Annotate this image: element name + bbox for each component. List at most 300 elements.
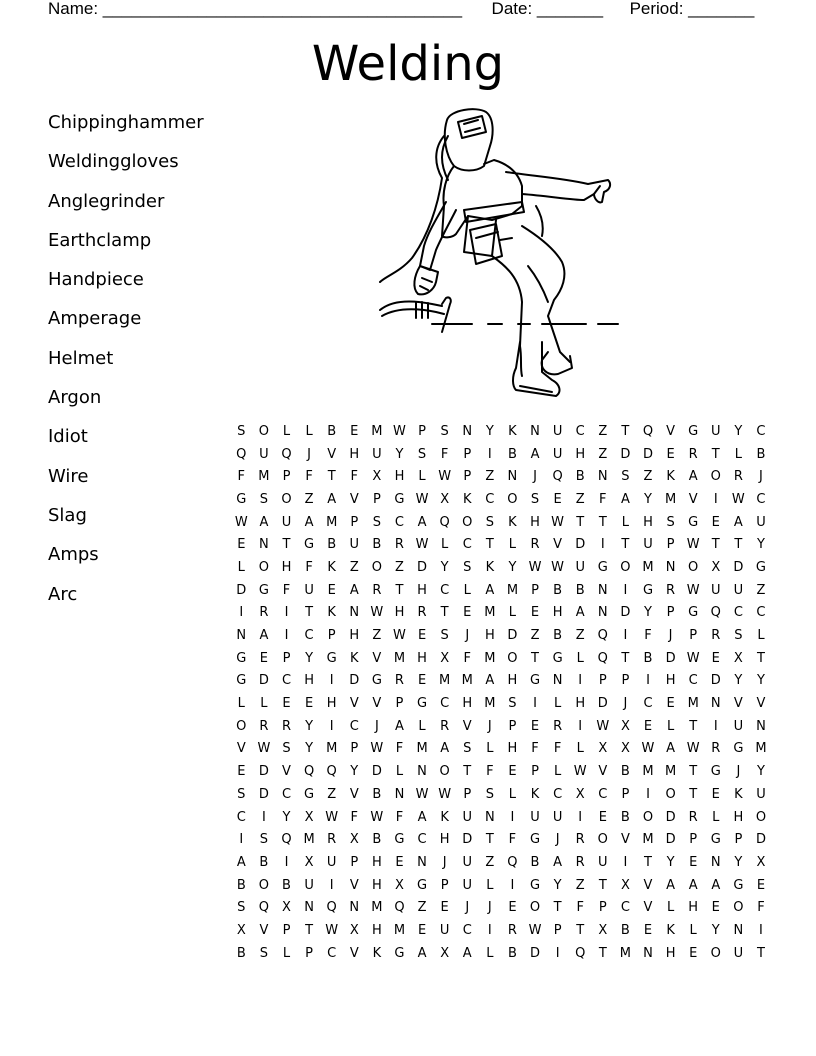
grid-letter: S bbox=[259, 832, 269, 848]
grid-letter: K bbox=[508, 514, 517, 530]
grid-letter: M bbox=[439, 673, 451, 689]
grid-letter: Y bbox=[644, 491, 652, 507]
grid-letter: V bbox=[372, 650, 382, 666]
grid-letter: S bbox=[237, 786, 246, 802]
grid-letter: H bbox=[665, 945, 676, 961]
grid-letter: F bbox=[350, 469, 358, 485]
grid-letter: T bbox=[621, 423, 630, 439]
grid-letter: V bbox=[349, 945, 359, 961]
grid-letter: C bbox=[462, 922, 472, 938]
grid-letter: C bbox=[688, 673, 698, 689]
grid-letter: P bbox=[350, 514, 359, 530]
grid-letter: W bbox=[641, 741, 655, 757]
grid-letter: V bbox=[349, 696, 359, 712]
grid-letter: Q bbox=[552, 469, 563, 485]
grid-letter: B bbox=[236, 945, 246, 961]
grid-letter: O bbox=[710, 945, 721, 961]
grid-letter: I bbox=[646, 786, 650, 802]
grid-letter: M bbox=[642, 559, 654, 575]
grid-letter: W bbox=[686, 650, 700, 666]
grid-letter: B bbox=[507, 945, 517, 961]
grid-letter: S bbox=[259, 491, 269, 507]
grid-letter: R bbox=[666, 582, 676, 598]
grid-letter: M bbox=[755, 741, 767, 757]
grid-letter: E bbox=[643, 922, 653, 938]
grid-letter: O bbox=[733, 900, 744, 916]
grid-letter: M bbox=[416, 741, 428, 757]
grid-letter: F bbox=[237, 469, 246, 485]
grid-letter: U bbox=[756, 786, 766, 802]
grid-letter: X bbox=[620, 718, 630, 734]
grid-letter: L bbox=[418, 469, 426, 485]
grid-letter: I bbox=[284, 605, 289, 621]
grid-letter: K bbox=[372, 945, 382, 961]
grid-letter: V bbox=[733, 696, 743, 712]
grid-letter: R bbox=[440, 718, 450, 734]
grid-letter: P bbox=[463, 446, 472, 462]
grid-letter: N bbox=[597, 582, 608, 598]
grid-letter: U bbox=[462, 877, 472, 893]
grid-letter: G bbox=[394, 832, 405, 848]
grid-letter: K bbox=[485, 559, 495, 575]
grid-letter: O bbox=[597, 832, 608, 848]
grid-letter: R bbox=[688, 446, 698, 462]
grid-letter: T bbox=[598, 945, 607, 961]
grid-letter: A bbox=[304, 514, 314, 530]
grid-letter: C bbox=[620, 900, 630, 916]
grid-letter: A bbox=[620, 491, 630, 507]
grid-letter: L bbox=[260, 696, 268, 712]
grid-letter: H bbox=[326, 696, 337, 712]
grid-letter: F bbox=[553, 741, 562, 757]
grid-letter: N bbox=[462, 423, 473, 439]
grid-letter: V bbox=[236, 741, 246, 757]
grid-letter: F bbox=[531, 741, 539, 757]
grid-letter: R bbox=[394, 673, 404, 689]
grid-letter: O bbox=[755, 809, 767, 825]
grid-letter: D bbox=[258, 764, 269, 780]
grid-letter: G bbox=[710, 764, 721, 780]
grid-letter: I bbox=[578, 673, 583, 689]
grid-letter: W bbox=[438, 786, 452, 802]
grid-letter: L bbox=[395, 764, 404, 780]
grid-letter: E bbox=[417, 922, 427, 938]
grid-letter: E bbox=[508, 764, 517, 780]
grid-letter: S bbox=[259, 945, 269, 961]
grid-letter: I bbox=[578, 809, 583, 825]
grid-letter: S bbox=[440, 628, 449, 644]
period-field[interactable]: Period: _______ bbox=[629, 0, 755, 18]
grid-letter: W bbox=[551, 559, 565, 575]
grid-letter: B bbox=[756, 446, 766, 462]
grid-letter: G bbox=[529, 877, 541, 893]
grid-letter: C bbox=[440, 696, 450, 712]
grid-letter: F bbox=[463, 650, 471, 666]
grid-letter: U bbox=[349, 537, 360, 553]
student-info-header bbox=[48, 0, 754, 18]
grid-letter: H bbox=[371, 922, 382, 938]
grid-letter: Q bbox=[258, 900, 269, 916]
name-field[interactable]: Name: ______________________________________ bbox=[48, 0, 463, 18]
grid-letter: S bbox=[485, 514, 494, 530]
grid-letter: E bbox=[711, 514, 720, 530]
grid-letter: L bbox=[508, 605, 517, 621]
grid-letter: C bbox=[281, 673, 292, 689]
grid-letter: I bbox=[578, 718, 583, 734]
grid-letter: I bbox=[713, 491, 718, 507]
grid-letter: Y bbox=[644, 605, 652, 621]
grid-letter: S bbox=[463, 559, 472, 575]
grid-letter: Y bbox=[440, 559, 449, 575]
grid-letter: L bbox=[666, 718, 675, 734]
grid-letter: I bbox=[329, 673, 334, 689]
grid-letter: G bbox=[236, 673, 247, 689]
grid-letter: W bbox=[325, 809, 339, 825]
grid-letter: R bbox=[530, 537, 540, 553]
grid-letter: N bbox=[756, 718, 766, 734]
grid-letter: A bbox=[733, 514, 743, 530]
grid-letter: V bbox=[620, 832, 630, 848]
grid-letter: L bbox=[553, 764, 562, 780]
grid-letter: A bbox=[462, 945, 472, 961]
grid-letter: H bbox=[552, 605, 563, 621]
grid-letter: H bbox=[439, 832, 450, 848]
grid-letter: Y bbox=[734, 673, 743, 689]
grid-letter: F bbox=[440, 446, 449, 462]
grid-letter: Z bbox=[395, 559, 404, 575]
grid-letter: T bbox=[531, 650, 539, 666]
grid-letter: X bbox=[349, 832, 359, 848]
grid-letter: Y bbox=[485, 423, 494, 439]
grid-letter: A bbox=[553, 854, 563, 870]
grid-letter: J bbox=[487, 718, 492, 734]
grid-letter: C bbox=[440, 582, 450, 598]
grid-letter: T bbox=[756, 650, 765, 666]
grid-letter: B bbox=[530, 854, 540, 870]
grid-letter: L bbox=[282, 945, 291, 961]
grid-letter: K bbox=[327, 605, 336, 621]
word-list bbox=[48, 111, 204, 622]
grid-letter: N bbox=[417, 854, 427, 870]
grid-letter: G bbox=[236, 650, 247, 666]
grid-letter: W bbox=[438, 469, 452, 485]
grid-letter: O bbox=[371, 559, 382, 575]
grid-letter: M bbox=[258, 469, 270, 485]
grid-letter: K bbox=[462, 491, 472, 507]
grid-letter: M bbox=[371, 423, 383, 439]
grid-letter: I bbox=[555, 945, 560, 961]
grid-letter: E bbox=[643, 718, 653, 734]
grid-letter: D bbox=[597, 696, 608, 712]
grid-letter: N bbox=[552, 673, 563, 689]
grid-letter: V bbox=[666, 423, 676, 439]
grid-letter: T bbox=[756, 945, 765, 961]
word-list-item: Handpiece bbox=[48, 269, 144, 291]
word-list-item: Argon bbox=[48, 387, 102, 409]
grid-letter: A bbox=[711, 877, 721, 893]
grid-letter: M bbox=[642, 764, 654, 780]
grid-letter: C bbox=[575, 423, 585, 439]
grid-letter: X bbox=[620, 877, 630, 893]
grid-letter: P bbox=[666, 537, 675, 553]
grid-letter: E bbox=[530, 605, 540, 621]
grid-letter: I bbox=[261, 809, 266, 825]
grid-letter: E bbox=[395, 854, 404, 870]
grid-letter: O bbox=[688, 559, 699, 575]
grid-letter: S bbox=[440, 423, 449, 439]
grid-letter: U bbox=[259, 446, 269, 462]
grid-letter: Z bbox=[485, 854, 495, 870]
grid-letter: L bbox=[712, 809, 720, 825]
grid-letter: J bbox=[465, 628, 470, 644]
grid-letter: R bbox=[281, 718, 291, 734]
grid-letter: G bbox=[394, 491, 405, 507]
grid-letter: N bbox=[349, 900, 360, 916]
grid-row bbox=[230, 602, 772, 625]
grid-letter: R bbox=[327, 832, 337, 848]
grid-letter: E bbox=[417, 628, 427, 644]
grid-letter: V bbox=[688, 491, 698, 507]
grid-letter: F bbox=[644, 628, 652, 644]
grid-letter: K bbox=[508, 423, 517, 439]
grid-letter: P bbox=[621, 786, 630, 802]
grid-letter: G bbox=[304, 786, 315, 802]
grid-letter: D bbox=[462, 832, 473, 848]
grid-letter: Z bbox=[304, 491, 314, 507]
grid-letter: C bbox=[598, 786, 608, 802]
grid-letter: F bbox=[305, 469, 313, 485]
grid-letter: G bbox=[371, 673, 382, 689]
grid-letter: G bbox=[733, 877, 744, 893]
grid-letter: O bbox=[258, 423, 269, 439]
grid-row bbox=[230, 533, 772, 556]
grid-letter: Z bbox=[417, 900, 427, 916]
grid-letter: X bbox=[236, 922, 246, 938]
grid-letter: G bbox=[710, 832, 721, 848]
grid-letter: U bbox=[462, 854, 472, 870]
grid-row bbox=[230, 465, 772, 488]
grid-letter: C bbox=[643, 696, 653, 712]
grid-letter: Y bbox=[395, 446, 404, 462]
grid-letter: A bbox=[259, 628, 269, 644]
grid-letter: Y bbox=[508, 559, 517, 575]
grid-letter: R bbox=[575, 854, 585, 870]
grid-letter: D bbox=[665, 809, 676, 825]
grid-letter: L bbox=[734, 446, 742, 462]
grid-letter: T bbox=[485, 537, 494, 553]
grid-letter: N bbox=[665, 559, 676, 575]
grid-letter: V bbox=[372, 696, 382, 712]
grid-letter: Q bbox=[710, 605, 721, 621]
grid-letter: T bbox=[621, 650, 630, 666]
grid-row bbox=[230, 760, 772, 783]
grid-letter: T bbox=[644, 854, 652, 870]
grid-letter: W bbox=[393, 628, 406, 644]
grid-letter: M bbox=[326, 741, 338, 757]
grid-letter: C bbox=[327, 945, 337, 961]
grid-letter: R bbox=[259, 718, 269, 734]
grid-letter: Y bbox=[756, 673, 765, 689]
word-search-grid bbox=[230, 420, 772, 965]
grid-letter: W bbox=[370, 605, 384, 621]
grid-letter: A bbox=[440, 741, 450, 757]
grid-letter: X bbox=[620, 741, 630, 757]
grid-letter: J bbox=[442, 854, 447, 870]
grid-letter: O bbox=[507, 650, 518, 666]
grid-letter: M bbox=[506, 582, 519, 598]
grid-letter: P bbox=[508, 718, 517, 734]
word-list-item: Wire bbox=[48, 465, 89, 487]
grid-letter: H bbox=[733, 809, 744, 825]
grid-letter: H bbox=[371, 877, 382, 893]
grid-letter: Y bbox=[734, 423, 743, 439]
grid-letter: U bbox=[711, 423, 721, 439]
date-field[interactable]: Date: _______ bbox=[491, 0, 604, 18]
grid-letter: D bbox=[371, 764, 382, 780]
grid-letter: I bbox=[284, 628, 289, 644]
grid-letter: H bbox=[484, 628, 495, 644]
grid-letter: V bbox=[259, 922, 269, 938]
grid-letter: V bbox=[643, 877, 653, 893]
grid-letter: M bbox=[484, 650, 496, 666]
grid-letter: E bbox=[756, 877, 766, 893]
grid-letter: W bbox=[573, 764, 587, 780]
grid-letter: I bbox=[510, 877, 515, 893]
grid-letter: E bbox=[417, 673, 427, 689]
grid-letter: D bbox=[755, 832, 766, 848]
grid-letter: A bbox=[688, 877, 698, 893]
grid-letter: D bbox=[507, 628, 518, 644]
grid-letter: P bbox=[531, 764, 539, 780]
grid-letter: P bbox=[350, 741, 359, 757]
grid-letter: C bbox=[553, 786, 563, 802]
grid-letter: G bbox=[597, 559, 608, 575]
grid-letter: A bbox=[575, 605, 585, 621]
grid-letter: V bbox=[643, 900, 653, 916]
grid-letter: D bbox=[349, 673, 360, 689]
grid-letter: U bbox=[439, 922, 450, 938]
grid-letter: V bbox=[327, 446, 337, 462]
grid-letter: R bbox=[507, 922, 517, 938]
grid-letter: U bbox=[281, 514, 292, 530]
grid-letter: Z bbox=[485, 469, 495, 485]
grid-letter: O bbox=[710, 469, 721, 485]
grid-letter: W bbox=[325, 922, 339, 938]
grid-letter: S bbox=[485, 786, 494, 802]
grid-letter: D bbox=[665, 650, 676, 666]
grid-letter: G bbox=[417, 877, 428, 893]
grid-letter: J bbox=[465, 900, 470, 916]
grid-letter: O bbox=[620, 559, 631, 575]
grid-letter: I bbox=[239, 605, 244, 621]
grid-letter: P bbox=[395, 696, 404, 712]
grid-letter: L bbox=[441, 537, 449, 553]
grid-letter: H bbox=[643, 514, 653, 530]
grid-letter: Z bbox=[598, 446, 608, 462]
grid-letter: U bbox=[756, 514, 766, 530]
grid-letter: T bbox=[576, 514, 585, 530]
grid-letter: M bbox=[642, 832, 654, 848]
grid-letter: C bbox=[394, 514, 404, 530]
grid-letter: D bbox=[620, 446, 631, 462]
word-list-item: Chippinghammer bbox=[48, 112, 204, 133]
grid-letter: L bbox=[553, 696, 562, 712]
grid-letter: E bbox=[440, 900, 449, 916]
grid-row bbox=[230, 420, 772, 443]
grid-letter: A bbox=[259, 514, 269, 530]
grid-letter: W bbox=[234, 514, 248, 530]
grid-letter: G bbox=[394, 945, 405, 961]
grid-letter: Y bbox=[756, 537, 765, 553]
grid-letter: T bbox=[711, 537, 720, 553]
grid-letter: D bbox=[258, 786, 269, 802]
grid-letter: F bbox=[576, 900, 584, 916]
grid-letter: D bbox=[665, 832, 676, 848]
grid-letter: S bbox=[666, 514, 675, 530]
grid-letter: E bbox=[259, 650, 268, 666]
grid-letter: A bbox=[688, 469, 698, 485]
grid-letter: R bbox=[711, 741, 721, 757]
grid-letter: K bbox=[734, 786, 743, 802]
grid-letter: R bbox=[733, 469, 743, 485]
grid-letter: O bbox=[281, 491, 292, 507]
grid-letter: U bbox=[598, 854, 608, 870]
grid-letter: L bbox=[621, 514, 630, 530]
grid-letter: C bbox=[349, 718, 359, 734]
grid-row bbox=[230, 556, 772, 579]
grid-letter: H bbox=[530, 514, 540, 530]
grid-letter: T bbox=[282, 537, 291, 553]
grid-letter: T bbox=[598, 514, 607, 530]
grid-letter: I bbox=[759, 922, 763, 938]
grid-letter: C bbox=[304, 628, 314, 644]
grid-letter: J bbox=[487, 900, 492, 916]
grid-letter: I bbox=[600, 537, 605, 553]
grid-letter: F bbox=[305, 559, 313, 575]
grid-letter: X bbox=[304, 854, 314, 870]
grid-letter: H bbox=[304, 673, 314, 689]
grid-letter: W bbox=[686, 582, 700, 598]
grid-letter: I bbox=[623, 582, 628, 598]
grid-letter: U bbox=[552, 446, 563, 462]
grid-letter: H bbox=[349, 628, 360, 644]
grid-row bbox=[230, 828, 772, 851]
grid-letter: C bbox=[281, 786, 292, 802]
grid-letter: S bbox=[734, 628, 743, 644]
grid-letter: P bbox=[734, 832, 743, 848]
grid-letter: O bbox=[507, 491, 518, 507]
grid-letter: V bbox=[598, 764, 608, 780]
grid-letter: A bbox=[530, 446, 540, 462]
grid-letter: I bbox=[646, 673, 650, 689]
grid-letter: T bbox=[598, 877, 607, 893]
grid-letter: T bbox=[621, 537, 630, 553]
grid-letter: E bbox=[350, 423, 359, 439]
grid-letter: Q bbox=[326, 764, 337, 780]
grid-letter: O bbox=[258, 559, 269, 575]
grid-row bbox=[230, 783, 772, 806]
grid-letter: B bbox=[372, 786, 382, 802]
grid-letter: E bbox=[711, 900, 720, 916]
grid-row bbox=[230, 738, 772, 761]
grid-letter: A bbox=[417, 514, 427, 530]
word-list-item: Arc bbox=[48, 583, 78, 605]
grid-letter: E bbox=[327, 582, 336, 598]
grid-row bbox=[230, 647, 772, 670]
grid-letter: Z bbox=[349, 559, 359, 575]
grid-letter: D bbox=[530, 945, 541, 961]
grid-letter: M bbox=[326, 514, 338, 530]
